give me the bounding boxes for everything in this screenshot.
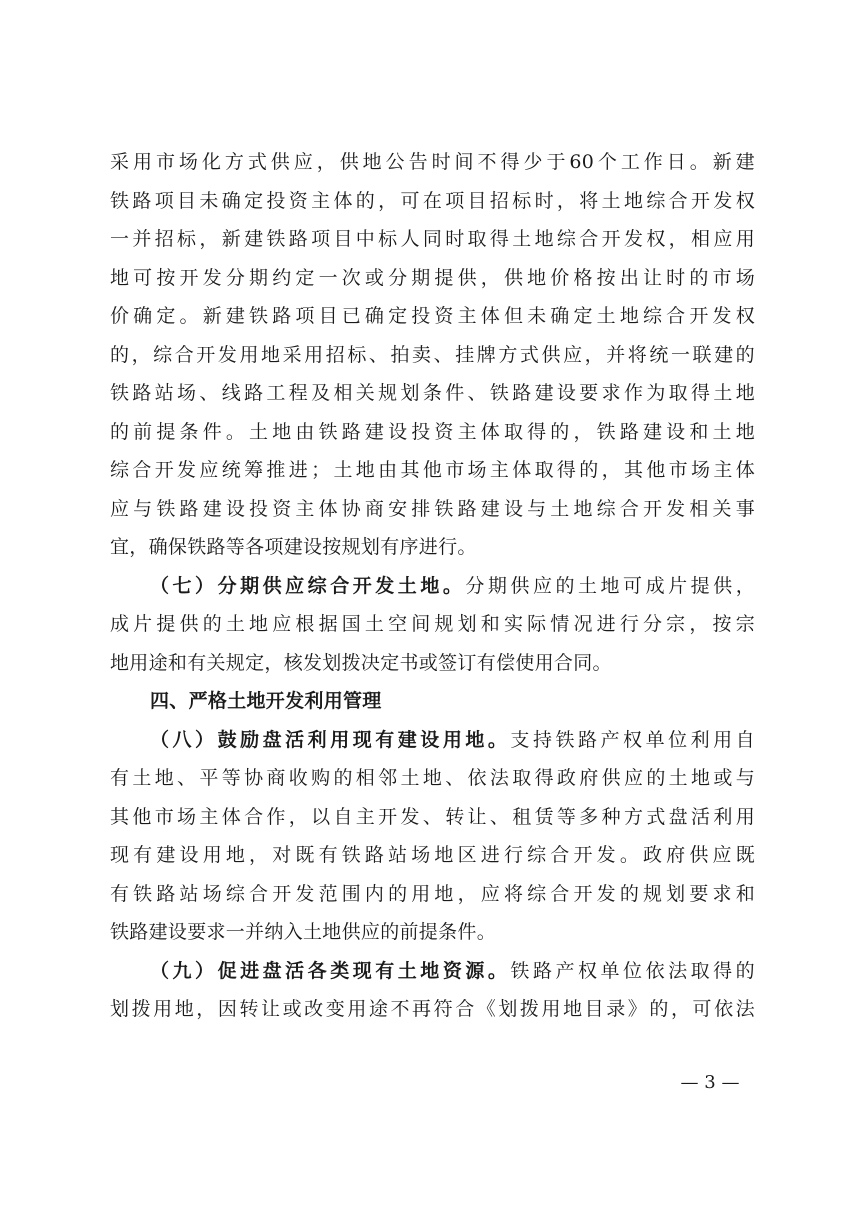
- text-line: 成片提供的土地应根据国土空间规划和实际情况进行分宗，按宗: [110, 613, 755, 635]
- paragraph-7-heading: （七）分期供应综合开发土地。: [150, 574, 466, 597]
- paragraph-8-text: 支持铁路产权单位利用自: [510, 728, 755, 751]
- page-number: — 3 —: [680, 1072, 740, 1093]
- text-line: 铁路项目未确定投资主体的，可在项目招标时，将土地综合开发权: [110, 189, 755, 212]
- body-text: [110, 143, 755, 1029]
- paragraph-8-heading: （八）鼓励盘活利用现有建设用地。: [150, 728, 511, 751]
- text-line: 地用途和有关规定，核发划拨决定书或签订有偿使用合同。: [110, 651, 612, 674]
- text-line: 现有建设用地，对既有铁路站场地区进行综合开发。政府供应既: [110, 844, 755, 866]
- text-line: 价确定。新建铁路项目已确定投资主体但未确定土地综合开发权: [110, 305, 755, 327]
- text-line: 铁路站场、线路工程及相关规划条件、铁路建设要求作为取得土地: [110, 382, 755, 404]
- text-line: 综合开发应统筹推进；土地由其他市场主体取得的，其他市场主体: [110, 459, 755, 481]
- paragraph-9-text: 铁路产权单位依法取得的: [510, 959, 755, 982]
- text-line: 有土地、平等协商收购的相邻土地、依法取得政府供应的土地或与: [110, 767, 755, 789]
- text-line: 的前提条件。土地由铁路建设投资主体取得的，铁路建设和土地: [110, 420, 755, 443]
- text-line: 有铁路站场综合开发范围内的用地，应将综合开发的规划要求和: [110, 882, 755, 905]
- paragraph-7-first-line: [110, 567, 755, 606]
- text-line: 铁路建设要求一并纳入土地供应的前提条件。: [110, 921, 497, 943]
- paragraph-8-first-line: [110, 721, 755, 760]
- text-line: 划拨用地，因转让或改变用途不再符合《划拨用地目录》的，可依法: [110, 998, 755, 1020]
- paragraph-7-text: 分期供应的土地可成片提供，: [465, 574, 755, 597]
- text-line: 一并招标，新建铁路项目中标人同时取得土地综合开发权，相应用: [110, 228, 755, 250]
- text-line: 地可按开发分期约定一次或分期提供，供地价格按出让时的市场: [110, 266, 755, 289]
- section-heading-4: 四、严格土地开发利用管理: [150, 690, 382, 712]
- paragraph-9-first-line: [110, 952, 755, 991]
- text-line: 应与铁路建设投资主体协商安排铁路建设与土地综合开发相关事: [110, 497, 755, 520]
- paragraph-9-heading: （九）促进盘活各类现有土地资源。: [150, 959, 511, 982]
- text-line: 的，综合开发用地采用招标、拍卖、挂牌方式供应，并将统一联建的: [110, 343, 755, 366]
- text-line: 其他市场主体合作，以自主开发、转让、租赁等多种方式盘活利用: [110, 805, 755, 828]
- text-line: 采用市场化方式供应，供地公告时间不得少于60个工作日。新建: [110, 151, 755, 173]
- text-line: 宜，确保铁路等各项建设按规划有序进行。: [110, 536, 477, 558]
